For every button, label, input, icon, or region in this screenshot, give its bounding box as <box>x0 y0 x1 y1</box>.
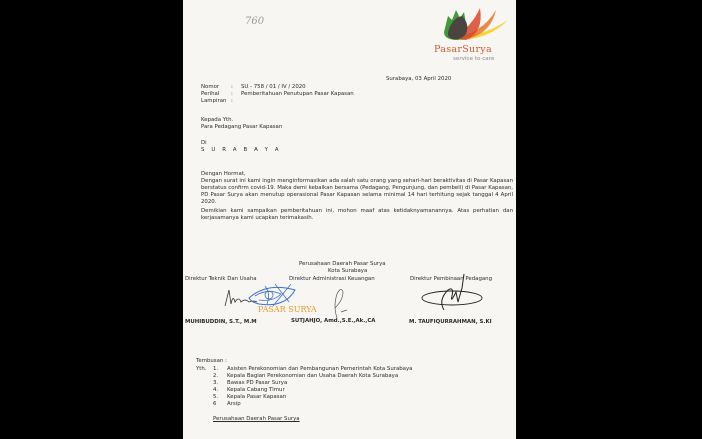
recipient-city: S U R A B A Y A <box>201 147 282 153</box>
body-paragraph-2: Demikian kami sampaikan pemberitahuan ini, mohon maaf atas ketidaknyamanannya. Atas perhatian dan kerjasamanya kami ucapkan terimakasih. <box>201 208 513 221</box>
cc-heading: Tembusan : <box>196 358 227 364</box>
recipient-line-3: Di <box>201 140 207 146</box>
header-field-nomor: Nomor : SU - 758 / 01 / IV / 2020 <box>201 84 306 90</box>
cc-item: 1. Asisten Perekonomian dan Pembangunan Pemerintah Kota Surabaya <box>213 366 413 372</box>
letter-page <box>183 0 516 439</box>
signatory-3-name: M. TAUFIQURRAHMAN, S.KI <box>409 319 492 325</box>
salutation: Dengan Hormat, <box>201 171 246 177</box>
cc-item: 2. Kepala Bagian Perekonomian dan Usaha Daerah Kota Surabaya <box>213 373 399 379</box>
signatory-3-title: Direktur Pembinaan Pedagang <box>410 276 493 282</box>
logo-tagline: service to care <box>453 56 495 62</box>
stamp-text: PASAR SURYA <box>258 305 317 314</box>
recipient-line-1: Kepada Yth. <box>201 117 234 123</box>
logo-mark-icon <box>438 6 510 42</box>
cc-item: 4. Kepala Cabang Timur <box>213 387 285 393</box>
cc-item: 6 Arsip <box>213 401 241 407</box>
header-field-lampiran: Lampiran : <box>201 98 233 104</box>
logo-wordmark: PasarSurya <box>434 44 492 55</box>
cc-footer: Perusahaan Daerah Pasar Surya <box>213 416 300 422</box>
signature-city: Kota Surabaya <box>328 268 368 274</box>
recipient-line-2: Para Pedagang Pasar Kapasan <box>201 124 283 130</box>
cc-item: 5. Kepala Pasar Kapasan <box>213 394 287 400</box>
cc-list <box>213 366 412 408</box>
cc-item: 3. Bawas PD Pasar Surya <box>213 380 288 386</box>
body-paragraph-1: Dengan surat ini kami ingin menginformasikan ada salah satu orang yang sehari-hari beraktivitas di Pasar Kapasan berstatus confirm covid-19. Maka demi kebaikan bersama (Pedagang, Pengunjung, dan pembeli) di Pasar Kapasan, PD Pasar Surya akan menutup operasional Pasar Kapasan selama minimal 14 hari terhitung sejak tanggal 4 April 2020. <box>201 178 513 205</box>
signatory-2-name: SUTJAHJO, Amd.,S.E.,Ak.,CA <box>291 318 376 324</box>
header-field-perihal: Perihal : Pemberitahuan Penutupan Pasar Kapasan <box>201 91 354 97</box>
place-date: Surabaya, 03 April 2020 <box>386 76 452 82</box>
handwritten-number: 760 <box>245 16 265 27</box>
signatory-1-title: Direktur Teknik Dan Usaha <box>185 276 257 282</box>
signature-3-icon <box>418 272 484 318</box>
signature-org: Perusahaan Daerah Pasar Surya <box>299 261 386 267</box>
cc-yth: Yth. <box>196 366 207 372</box>
signatory-1-name: MUHIBUDDIN, S.T., M.M <box>185 319 257 325</box>
signatory-2-title: Direktur Administrasi Keuangan <box>289 276 375 282</box>
